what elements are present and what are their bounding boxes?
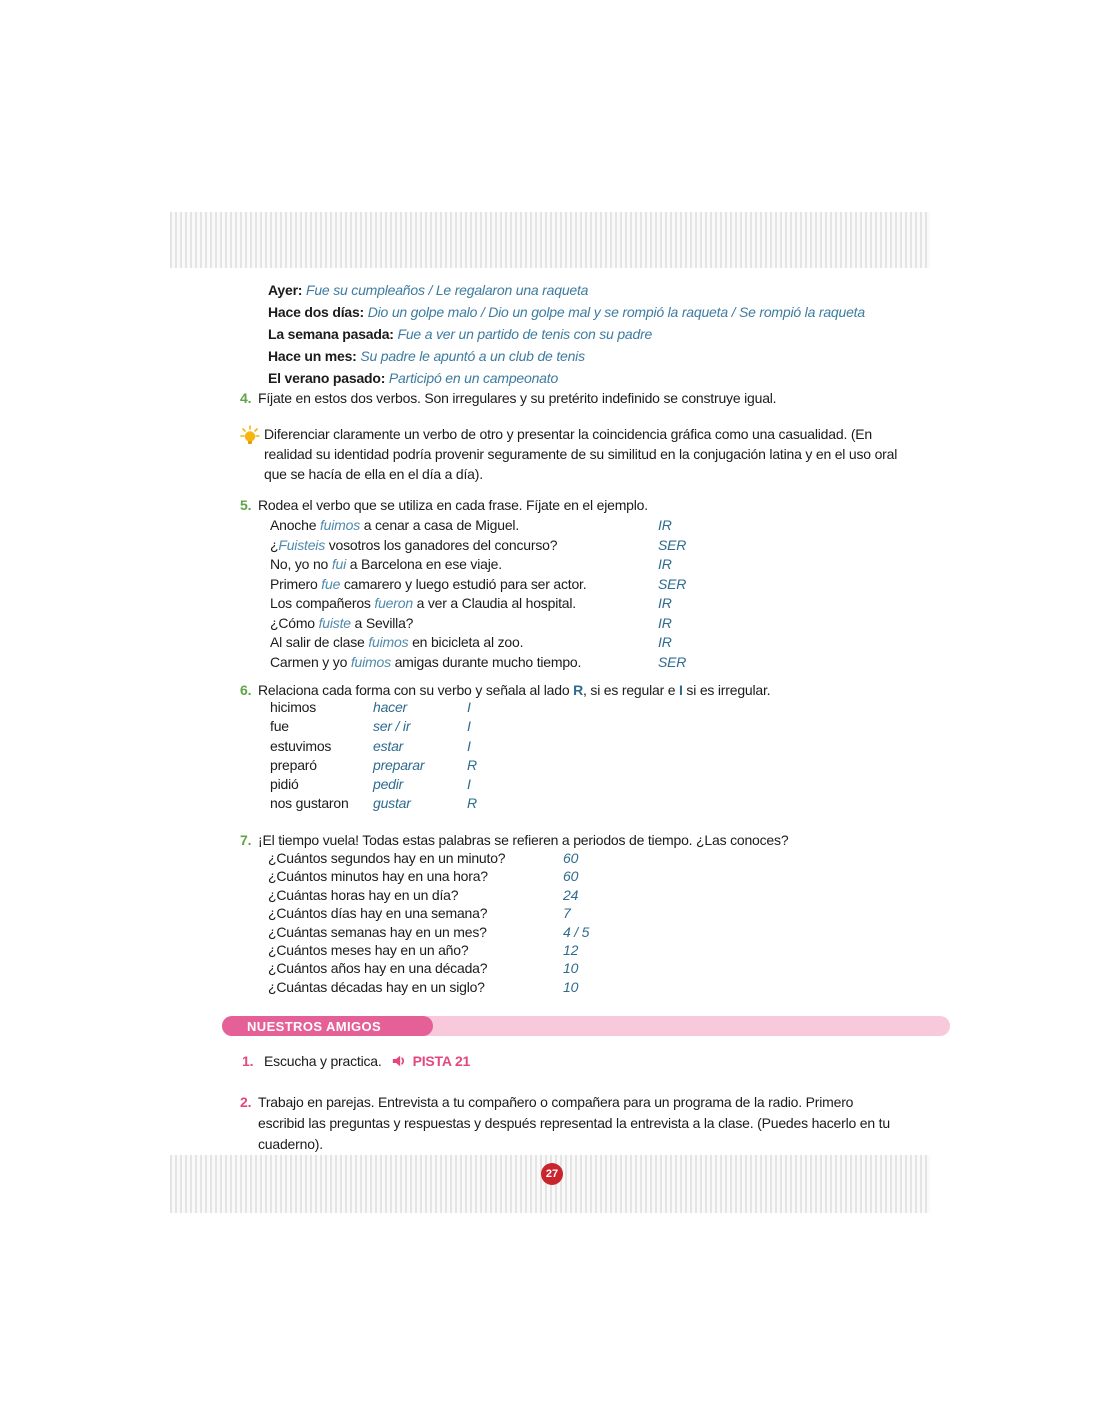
exercise-5-rows: [270, 516, 930, 672]
regular-mark: I: [467, 699, 471, 715]
time-label: Ayer:: [268, 282, 303, 298]
highlighted-verb: fue: [321, 575, 341, 592]
time-answer: 10: [563, 960, 579, 977]
match-row: [270, 775, 477, 794]
regular-mark: I: [467, 737, 471, 754]
time-question: ¿Cuántas horas hay en un día?: [268, 886, 459, 903]
title-mid: , si es regular e: [583, 682, 680, 698]
bottom-striped-banner: [170, 1155, 930, 1213]
match-row: [270, 756, 477, 775]
ser-ir-answer: IR: [658, 517, 672, 533]
intro-line: [268, 301, 865, 323]
sentence-row: [270, 594, 930, 614]
highlighted-verb: fuimos: [350, 653, 391, 670]
sentence-row: [270, 555, 930, 575]
exercise-text: Trabajo en parejas. Entrevista a tu compañero o compañera para un programa de la radio. Primero escribid las preguntas y respuestas y después representad la entrevista a la clase. (Puedes hacerlo en tu cuaderno).: [258, 1094, 890, 1152]
answer-text: Su padre le apuntó a un club de tenis: [360, 348, 585, 364]
question-row: [268, 904, 589, 922]
highlighted-verb: fuimos: [319, 517, 361, 533]
irregular-letter: I: [679, 682, 683, 698]
audio-track-label: PISTA 21: [412, 1053, 471, 1069]
question-row: [268, 849, 589, 867]
time-answer: 60: [563, 868, 579, 885]
time-answer: 4 / 5: [563, 923, 590, 940]
exercise-4-header: [240, 389, 940, 408]
verb-form: nos gustaron: [270, 795, 349, 812]
sentence-post: a cenar a casa de Miguel.: [360, 517, 520, 533]
time-question: ¿Cuántos años hay en una década?: [268, 960, 488, 977]
teacher-tip: [238, 424, 904, 484]
exercise-number: 7.: [240, 832, 252, 848]
title-pre: Relaciona cada forma con su verbo y señala al lado: [258, 682, 574, 698]
exercise-number: 2.: [240, 1094, 252, 1110]
verb-form: hicimos: [270, 699, 317, 715]
exercise-title: Fíjate en estos dos verbos. Son irregulares y su pretérito indefinido se construye igual.: [258, 390, 777, 406]
question-row: [268, 978, 589, 996]
sentence-post: en bicicleta al zoo.: [408, 634, 524, 650]
sentence-pre: ¿: [270, 536, 279, 553]
sentence-post: amigas durante mucho tiempo.: [390, 653, 582, 670]
time-question: ¿Cuántas décadas hay en un siglo?: [268, 978, 485, 995]
verb-form: pidió: [270, 776, 299, 793]
time-answer: 7: [563, 905, 571, 922]
time-question: ¿Cuántas semanas hay en un mes?: [268, 923, 487, 940]
time-answer: 24: [563, 886, 579, 903]
time-question: ¿Cuántos meses hay en un año?: [268, 941, 469, 958]
sentence-pre: Al salir de clase: [270, 634, 369, 650]
highlighted-verb: fuiste: [318, 614, 351, 631]
intro-answers-block: [268, 279, 865, 389]
exercise-text: Escucha y practica.: [264, 1053, 382, 1069]
question-row: [268, 923, 589, 941]
sentence-row: [270, 653, 930, 673]
exercise-7-rows: [268, 849, 589, 996]
highlighted-verb: fuimos: [368, 634, 409, 650]
exercise-5-header: [240, 496, 940, 515]
match-row: [270, 794, 477, 813]
sentence-pre: Carmen y yo: [270, 653, 351, 670]
ser-ir-answer: SER: [658, 653, 687, 670]
sentence-pre: Anoche: [270, 517, 320, 533]
sentence-row: [270, 614, 930, 634]
question-row: [268, 941, 589, 959]
answer-text: Dio un golpe malo / Dio un golpe mal y se rompió la raqueta / Se rompió la raqueta: [367, 304, 865, 320]
exercise-number: 4.: [240, 390, 252, 406]
intro-line: [268, 367, 865, 389]
ser-ir-answer: SER: [658, 575, 687, 592]
match-row: [270, 698, 477, 717]
sentence-post: vosotros los ganadores del concurso?: [325, 536, 558, 553]
section-title: NUESTROS AMIGOS: [222, 1016, 433, 1036]
time-label: La semana pasada:: [268, 326, 394, 342]
time-label: Hace dos días:: [268, 304, 365, 320]
intro-line: [268, 345, 865, 367]
answer-text: Fue su cumpleaños / Le regalaron una raqueta: [305, 282, 589, 298]
lightbulb-icon: [238, 424, 264, 484]
answer-text: Fue a ver un partido de tenis con su padre: [397, 326, 653, 342]
sentence-pre: Primero: [270, 575, 322, 592]
verb-form: fue: [270, 718, 289, 735]
sentence-post: a Barcelona en ese viaje.: [346, 556, 502, 572]
ser-ir-answer: IR: [658, 556, 672, 572]
match-row: [270, 717, 477, 736]
speaker-icon: [391, 1053, 408, 1069]
sentence-post: a ver a Claudia al hospital.: [412, 595, 576, 611]
highlighted-verb: Fuisteis: [278, 536, 325, 553]
title-post: si es irregular.: [682, 682, 771, 698]
match-row: [270, 737, 477, 756]
ser-ir-answer: SER: [658, 536, 687, 553]
regular-mark: R: [467, 756, 477, 773]
sentence-row: [270, 633, 930, 653]
regular-mark: I: [467, 718, 471, 735]
sentence-row: [270, 575, 930, 595]
exercise-number: 5.: [240, 497, 252, 513]
infinitive: preparar: [373, 756, 425, 773]
question-row: [268, 867, 589, 885]
infinitive: pedir: [373, 776, 404, 793]
infinitive: estar: [373, 737, 404, 754]
time-question: ¿Cuántos segundos hay en un minuto?: [268, 850, 506, 866]
infinitive: ser / ir: [373, 718, 411, 735]
question-row: [268, 959, 589, 977]
exercise-7-header: [240, 831, 940, 850]
infinitive: gustar: [373, 795, 411, 812]
intro-line: [268, 279, 865, 301]
ser-ir-answer: IR: [658, 595, 672, 611]
amigos-exercise-1: [242, 1051, 470, 1071]
verb-form: preparó: [270, 756, 317, 773]
amigos-exercise-2: [240, 1092, 898, 1155]
time-answer: 10: [563, 978, 579, 995]
time-question: ¿Cuántos minutos hay en una hora?: [268, 868, 488, 885]
ser-ir-answer: IR: [658, 614, 672, 631]
verb-form: estuvimos: [270, 737, 332, 754]
time-label: Hace un mes:: [268, 348, 357, 364]
intro-line: [268, 323, 865, 345]
time-answer: 60: [563, 850, 579, 866]
sentence-pre: ¿Cómo: [270, 614, 319, 631]
sentence-pre: Los compañeros: [270, 595, 375, 611]
exercise-number: 6.: [240, 682, 252, 698]
infinitive: hacer: [373, 699, 408, 715]
tip-text: Diferenciar claramente un verbo de otro y presentar la coincidencia gráfica como una casualidad. (En realidad su identidad podría provenir seguramente de su similitud en la conjugación latina y en el uso oral que se hacía de ella en el día a día).: [264, 426, 898, 482]
top-striped-banner: [170, 212, 930, 268]
sentence-pre: No, yo no: [270, 556, 332, 572]
regular-mark: R: [467, 795, 477, 812]
sentence-post: camarero y luego estudió para ser actor.: [340, 575, 587, 592]
sentence-post: a Sevilla?: [350, 614, 414, 631]
regular-letter: R: [573, 682, 584, 698]
sentence-row: [270, 516, 930, 536]
sentence-row: [270, 536, 930, 556]
exercise-title: Rodea el verbo que se utiliza en cada frase. Fíjate en el ejemplo.: [258, 497, 648, 513]
ser-ir-answer: IR: [658, 634, 672, 650]
exercise-6-rows: [270, 698, 477, 814]
exercise-title: ¡El tiempo vuela! Todas estas palabras se refieren a periodos de tiempo. ¿Las conoces?: [258, 832, 789, 848]
section-banner: [222, 1016, 950, 1036]
time-answer: 12: [563, 941, 579, 958]
time-question: ¿Cuántos días hay en una semana?: [268, 905, 488, 922]
question-row: [268, 886, 589, 904]
highlighted-verb: fueron: [374, 595, 413, 611]
highlighted-verb: fui: [331, 556, 347, 572]
regular-mark: I: [467, 776, 471, 793]
time-label: El verano pasado:: [268, 370, 386, 386]
exercise-number: 1.: [242, 1053, 254, 1069]
page-number-badge: 27: [541, 1163, 563, 1185]
answer-text: Participó en un campeonato: [388, 370, 559, 386]
